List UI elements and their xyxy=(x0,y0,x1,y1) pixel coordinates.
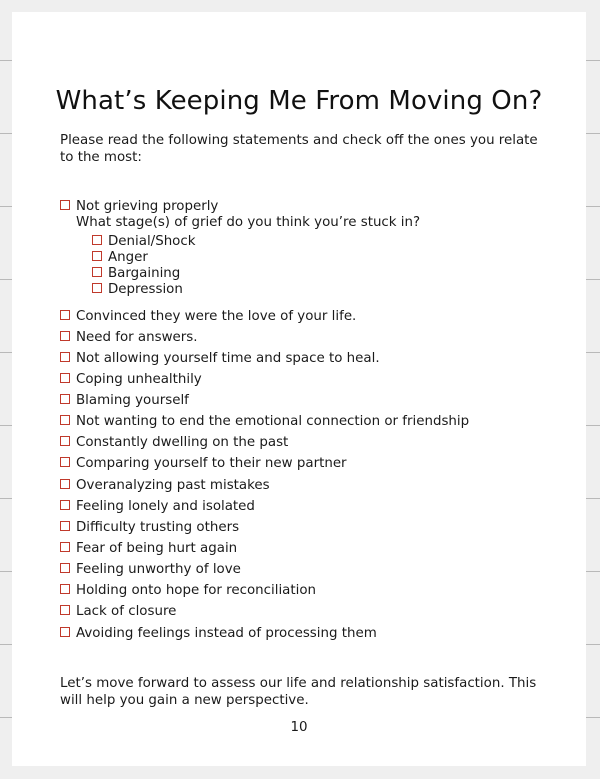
closing-paragraph: Let’s move forward to assess our life and relationship satisfaction. This will help you gain a new perspective. xyxy=(60,676,537,708)
margin-tick xyxy=(586,206,600,207)
checkbox-icon[interactable] xyxy=(60,436,70,446)
checklist-item-label: Holding onto hope for reconciliation xyxy=(76,583,317,598)
checklist-item[interactable] xyxy=(60,393,189,409)
page-number: 10 xyxy=(290,720,308,735)
checklist-item[interactable] xyxy=(60,520,239,536)
checklist-item-label: Depression xyxy=(108,282,183,297)
margin-tick xyxy=(586,644,600,645)
checklist-item[interactable] xyxy=(60,626,377,642)
checklist-item[interactable] xyxy=(60,456,347,472)
checkbox-icon[interactable] xyxy=(60,500,70,510)
checklist-subitem-depression[interactable] xyxy=(92,282,183,298)
grief-stage-question: What stage(s) of grief do you think you’re stuck in? xyxy=(76,215,421,230)
checklist-item[interactable] xyxy=(60,309,356,325)
margin-tick xyxy=(586,425,600,426)
checklist-item[interactable] xyxy=(60,351,380,367)
checkbox-icon[interactable] xyxy=(60,331,70,341)
checklist-item-grieving[interactable] xyxy=(60,199,218,215)
checklist-item-label: Difficulty trusting others xyxy=(76,520,240,535)
checklist-item-label: Fear of being hurt again xyxy=(76,541,238,556)
checklist-item[interactable] xyxy=(60,499,255,515)
checkbox-icon[interactable] xyxy=(60,373,70,383)
checkbox-icon[interactable] xyxy=(60,415,70,425)
checklist-item[interactable] xyxy=(60,541,237,557)
checklist-item-label: Need for answers. xyxy=(76,330,198,345)
checklist-item-label: Coping unhealthily xyxy=(76,372,202,387)
checklist-item[interactable] xyxy=(60,583,316,599)
checkbox-icon[interactable] xyxy=(60,479,70,489)
margin-tick xyxy=(586,352,600,353)
checklist-item[interactable] xyxy=(60,478,270,494)
checklist-item[interactable] xyxy=(60,414,469,430)
checkbox-icon[interactable] xyxy=(92,267,102,277)
checklist-item[interactable] xyxy=(60,562,241,578)
checkbox-icon[interactable] xyxy=(60,584,70,594)
checklist-item-label: Anger xyxy=(108,250,148,265)
checklist-item-label: Not allowing yourself time and space to heal. xyxy=(76,351,380,366)
checklist-item[interactable] xyxy=(60,604,176,620)
checkbox-icon[interactable] xyxy=(60,521,70,531)
checklist-item-label: Lack of closure xyxy=(76,604,177,619)
checklist-item-label: Bargaining xyxy=(108,266,181,281)
margin-tick xyxy=(586,60,600,61)
margin-tick xyxy=(586,571,600,572)
checkbox-icon[interactable] xyxy=(60,457,70,467)
checklist-subitem-bargaining[interactable] xyxy=(92,266,180,282)
checklist-item-label: Constantly dwelling on the past xyxy=(76,435,289,450)
checklist-subitem-denial[interactable] xyxy=(92,234,196,250)
checkbox-icon[interactable] xyxy=(60,352,70,362)
checkbox-icon[interactable] xyxy=(60,605,70,615)
page-title: What’s Keeping Me From Moving On? xyxy=(55,86,543,116)
checkbox-icon[interactable] xyxy=(60,542,70,552)
margin-tick xyxy=(586,133,600,134)
checkbox-icon[interactable] xyxy=(60,627,70,637)
checkbox-icon[interactable] xyxy=(92,251,102,261)
checklist-item-label: Avoiding feelings instead of processing them xyxy=(76,626,377,641)
margin-tick xyxy=(586,279,600,280)
checklist-subitem-anger[interactable] xyxy=(92,250,148,266)
worksheet-page xyxy=(12,12,586,766)
margin-tick xyxy=(586,498,600,499)
intro-paragraph: Please read the following statements and check off the ones you relate to the most: xyxy=(60,133,538,165)
checkbox-icon[interactable] xyxy=(60,563,70,573)
checklist-item-label: Denial/Shock xyxy=(108,234,196,249)
checkbox-icon[interactable] xyxy=(60,310,70,320)
checklist-item-label: Not grieving properly xyxy=(76,199,219,214)
checklist-item-label: Feeling unworthy of love xyxy=(76,562,241,577)
checkbox-icon[interactable] xyxy=(60,394,70,404)
checkbox-icon[interactable] xyxy=(60,200,70,210)
checkbox-icon[interactable] xyxy=(92,283,102,293)
checklist-item-label: Not wanting to end the emotional connection or friendship xyxy=(76,414,470,429)
checkbox-icon[interactable] xyxy=(92,235,102,245)
checklist-item-label: Comparing yourself to their new partner xyxy=(76,456,347,471)
checklist-item[interactable] xyxy=(60,372,202,388)
checklist-item-label: Blaming yourself xyxy=(76,393,189,408)
margin-tick xyxy=(586,717,600,718)
checklist-item[interactable] xyxy=(60,435,288,451)
checklist-item[interactable] xyxy=(60,330,198,346)
checklist-item-label: Convinced they were the love of your life. xyxy=(76,309,357,324)
checklist-item-label: Feeling lonely and isolated xyxy=(76,499,255,514)
checklist-item-label: Overanalyzing past mistakes xyxy=(76,478,270,493)
